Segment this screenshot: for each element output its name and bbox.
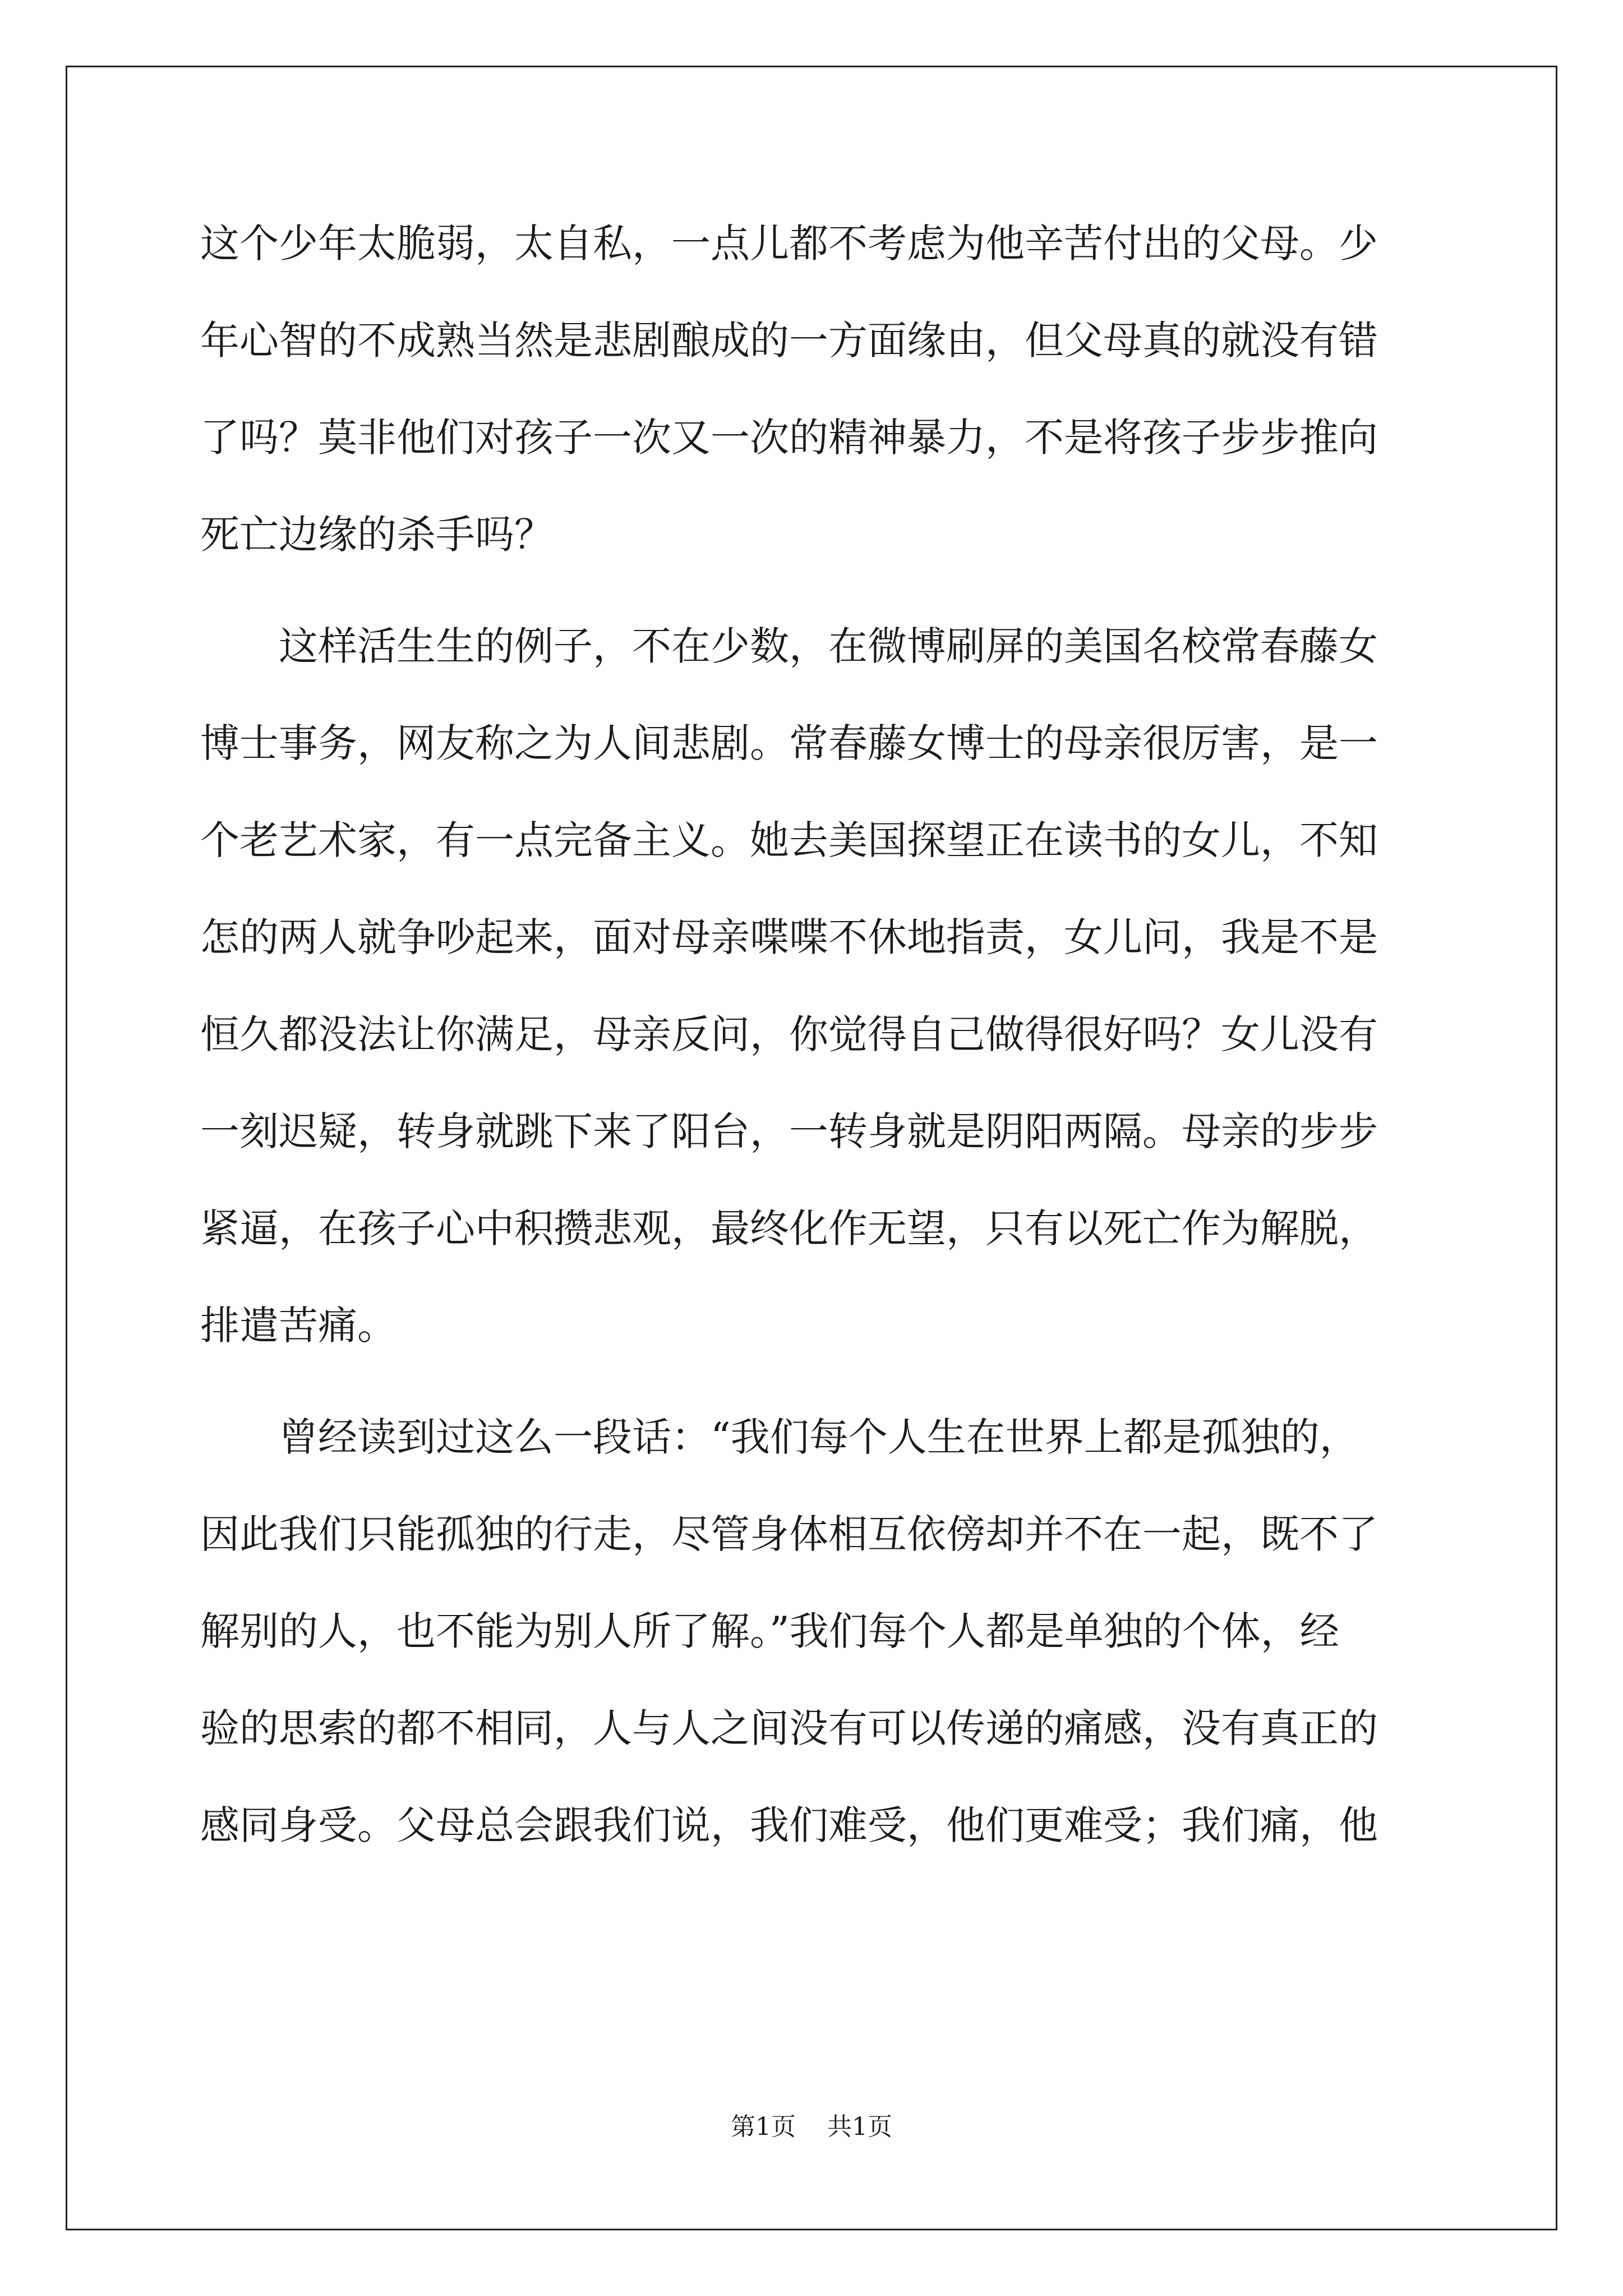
text-line: 年心智的不成熟当然是悲剧酿成的一方面缘由，但父母真的就没有错 — [200, 318, 1378, 364]
text-line: 博士事务，网友称之为人间悲剧。常春藤女博士的母亲很厉害，是一 — [200, 720, 1378, 766]
text-line: 因此我们只能孤独的行走，尽管身体相互依傍却并不在一起，既不了 — [200, 1511, 1378, 1557]
document-body — [200, 195, 1433, 1874]
text-line: 这个少年太脆弱，太自私，一点儿都不考虑为他辛苦付出的父母。少 — [200, 220, 1378, 266]
paragraph-gap — [200, 583, 1433, 598]
text-line: 一刻迟疑，转身就跳下来了阳台，一转身就是阴阳两隔。母亲的步步 — [200, 1108, 1378, 1154]
text-line: 怎的两人就争吵起来，面对母亲喋喋不休地指责，女儿问，我是不是 — [200, 914, 1378, 960]
text-line: 个老艺术家，有一点完备主义。她去美国探望正在读书的女儿，不知 — [200, 817, 1378, 863]
text-line: 验的思索的都不相同，人与人之间没有可以传递的痛感，没有真正的 — [200, 1705, 1378, 1751]
text-line: 解别的人，也不能为别人所了解。”我们每个人都是单独的个体，经 — [200, 1608, 1339, 1654]
text-line: 了吗？莫非他们对孩子一次又一次的精神暴力，不是将孩子步步推向 — [200, 415, 1378, 461]
page-number-footer: 第1页 共1页 — [731, 2113, 892, 2141]
text-line: 恒久都没法让你满足，母亲反问，你觉得自己做得很好吗？女儿没有 — [200, 1011, 1378, 1057]
paragraph-gap — [200, 1374, 1433, 1389]
text-line: 这样活生生的例子，不在少数，在微博刷屏的美国名校常春藤女 — [200, 623, 1378, 669]
text-line: 紧逼，在孩子心中积攒悲观，最终化作无望，只有以死亡作为解脱， — [200, 1205, 1378, 1251]
text-line: 曾经读到过这么一段话：“我们每个人生在世界上都是孤独的， — [200, 1414, 1359, 1460]
text-line: 感同身受。父母总会跟我们说，我们难受，他们更难受；我们痛，他 — [200, 1802, 1378, 1848]
text-line: 排遣苦痛。 — [200, 1303, 396, 1349]
text-line: 死亡边缘的杀手吗？ — [200, 512, 554, 558]
